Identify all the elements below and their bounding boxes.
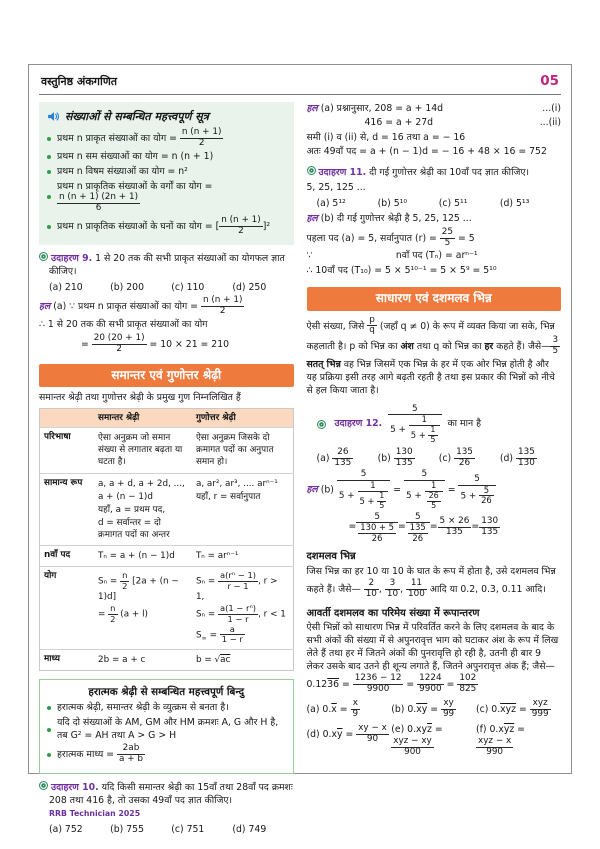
cell-ap: Tₙ = a + (n − 1)d	[94, 546, 192, 567]
formula-item: प्रथम n प्राकृतिक संख्याओं के घनों का योग = [ $\frac{n (n + 1)}{2}$ ]²	[47, 216, 286, 237]
series-comparison-table	[39, 408, 294, 671]
formula-item: प्रथम n सम संख्याओं का योग = n (n + 1)	[47, 151, 286, 164]
example-icon	[39, 781, 48, 790]
example-10	[39, 781, 294, 836]
formula-item: प्रथम n प्राकृतिक संख्याओं के वर्गों का योग = $\frac{n (n + 1) (2n + 1)}{6}$	[47, 181, 286, 215]
option-d: (d) 749	[232, 823, 267, 835]
row-label: परिभाषा	[40, 428, 95, 473]
page-title: वस्तुनिष्ठ अंकगणित	[41, 75, 118, 88]
solution-label: हल	[306, 212, 318, 224]
cell-ap: a, a + d, a + 2d, ..., a + (n − 1)d यहाँ, a = प्रथम पद, d = सर्वान्तर = दो क्रमागत पदों का अन्तर	[94, 473, 192, 546]
option-a: (a) $\frac{26}{135}$	[316, 446, 352, 468]
harmonic-point: हरात्मक माध्य = $\frac{2ab}{a + b}$	[47, 744, 286, 765]
harmonic-point: हरात्मक श्रेढ़ी, समान्तर श्रेढ़ी के व्युत्क्रम से बनता है।	[47, 702, 286, 715]
cell-ap: ऐसा अनुक्रम जो समान संख्या से लगातार बढ़ता या घटता है।	[94, 428, 192, 473]
option-b: (b) 200	[110, 281, 144, 293]
option-c: (c) 5¹¹	[438, 197, 468, 209]
example-question: 1 से 20 तक की सभी प्राकृत संख्याओं का योगफल ज्ञात कीजिए।	[49, 252, 285, 277]
option-a: (a) 5¹²	[316, 197, 346, 209]
sequence-text: 5, 25, 125 ...	[306, 182, 366, 194]
solution-line: ∴ 1 से 20 तक की सभी प्राकृत संख्याओं का योग	[39, 319, 208, 331]
page-number: 05	[540, 73, 559, 89]
example-12	[307, 405, 562, 544]
bullet-icon	[47, 225, 51, 229]
solution-line: = $\frac{5}{\frac{130 + 5}{26}}$ = $\frac{5}{\frac{135}{26}}$ = $\frac{5 \times 26}{135}$ = $\frac{130}{135}$	[348, 511, 499, 543]
solution-line: (a) प्रश्नानुसार, 208 = a + 14d	[320, 103, 444, 114]
options-row	[49, 282, 294, 295]
formula-item: प्रथम n प्राकृत संख्याओं का योग = $\frac{n (n + 1)}{2}$	[47, 128, 286, 149]
bullet-icon	[47, 155, 51, 159]
bullet-icon	[47, 137, 51, 141]
bullet-icon	[47, 195, 51, 199]
solution-line: 416 = a + 27d	[364, 116, 434, 128]
recurring-rules	[307, 697, 562, 759]
bullet-icon	[47, 753, 51, 757]
recurring-heading: आवर्ती दशमलव का परिमेय संख्या में रूपान्तरण	[306, 607, 480, 619]
table-row	[40, 473, 294, 546]
decimal-heading: दशमलव भिन्न	[306, 551, 356, 563]
solution-label: हल	[39, 301, 51, 313]
harmonic-points-box	[39, 679, 294, 774]
solution-line: (b) 5 5 + 1 5 + $\frac{1}{5}$ = 5 5 + $\frac{1}{\frac{26}{5}}$ = 5 5 + $\frac{5}{26}$	[321, 470, 496, 510]
left-column	[39, 102, 294, 839]
option-c: (c) 751	[171, 823, 205, 835]
fraction-definition-para: ऐसी संख्या, जिसे $\frac{p}{q}$ (जहाँ q ≠ 0) के रूप में व्यक्त किया जा सके, भिन्न कहलाती है। p को भिन्न का अंश तथा q को भिन्न का हर कहते हैं। जैसे— $\frac{3}{5}$	[306, 314, 559, 357]
solution-line: nवाँ पद (Tₙ) = arⁿ⁻¹	[395, 250, 478, 262]
example-11	[307, 166, 562, 278]
table-header-ap: समान्तर श्रेढ़ी	[94, 409, 192, 428]
bullet-icon	[47, 170, 51, 174]
right-column	[307, 102, 562, 839]
options-row	[49, 824, 294, 837]
solution-10	[307, 103, 562, 159]
example-9	[39, 252, 294, 355]
example-label: उदाहरण 11.	[318, 167, 367, 179]
section-heading-apgp: समान्तर एवं गुणोत्तर श्रेढ़ी	[39, 364, 294, 388]
bullet-icon	[47, 728, 51, 732]
formula-box-header	[47, 109, 286, 124]
table-row	[40, 428, 294, 473]
option-a: (a) 752	[49, 823, 83, 835]
speaker-icon	[47, 110, 60, 123]
formula-box	[39, 102, 294, 245]
example-icon	[307, 166, 316, 175]
cell-gp: b = √ac	[192, 649, 293, 670]
solution-line: अतः 49वाँ पद = a + (n − 1)d = − 16 + 48 × 16 = 752	[306, 146, 547, 158]
example-label: उदाहरण 12.	[334, 418, 383, 430]
option-c: (c) $\frac{135}{26}$	[438, 446, 473, 468]
cell-ap: 2b = a + c	[94, 649, 192, 670]
recurring-rule-f: (f) $0.x\overline{yz}$ = $\frac{\text{xyz − x}}{990}$	[475, 724, 525, 757]
table-row	[40, 649, 294, 670]
therefore-symbol: ∵	[306, 250, 313, 262]
option-c: (c) 110	[171, 281, 205, 293]
table-row	[40, 567, 294, 649]
option-b: (b) $\frac{130}{135}$	[377, 446, 413, 468]
solution-line: ∴ 10वाँ पद (T₁₀) = 5 × 5¹⁰⁻¹ = 5 × 5⁹ = 5¹⁰	[306, 265, 497, 277]
formula-box-title: संख्याओं से सम्बन्धित महत्त्वपूर्ण सूत्र	[65, 110, 209, 123]
harmonic-point: यदि दो संख्याओं के AM, GM और HM क्रमशः A, G और H है, तब G² = AH तथा A > G > H	[47, 717, 286, 743]
solution-line: पहला पद (a) = 5, सर्वानुपात (r) = $\frac{25}{5}$ = 5	[306, 226, 475, 248]
option-d: (d) $\frac{135}{130}$	[499, 446, 535, 468]
row-label: nवाँ पद	[40, 546, 95, 567]
recurring-rule-d: (d) $0.x\overline{y}$ = $\frac{xy - x}{90}$	[306, 723, 387, 745]
decimal-para: जिस भिन्न का हर 10 या 10 के घात के रूप में होता है, उसे दशमलव भिन्न कहते हैं। जैसे— $\frac{2}{10}$ , $\frac{3}{10}$ , $\frac{11}{100}$ आदि या 0.2, 0.3, 0.11 आदि।	[306, 565, 556, 599]
recurring-rule-e: (e) $0.xy\overline{z}$ = $\frac{\text{xyz − xy}}{900}$	[391, 724, 443, 757]
formula-item: प्रथम n विषम संख्याओं का योग = n²	[47, 166, 286, 179]
cell-gp: ऐसा अनुक्रम जिसके दो क्रमागत पदों का अनुपात समान हो।	[192, 428, 293, 473]
row-label: सामान्य रूप	[40, 473, 95, 546]
expression-tail: का मान है	[447, 418, 482, 430]
continued-fraction-expression: 5 5 + 1 5 + $\frac{1}{5}$	[388, 405, 441, 445]
option-b: (b) 755	[110, 823, 144, 835]
bullet-icon	[47, 706, 51, 710]
options-row	[317, 198, 562, 211]
row-label: माध्य	[40, 649, 95, 670]
cell-ap: Sₙ = $\frac{n}{2}$ [2a + (n − 1)d] = $\frac{n}{2}$ (a + l)	[94, 567, 192, 649]
exam-tag: RRB Technician 2025	[49, 808, 141, 818]
table-header-gp: गुणोत्तर श्रेढ़ी	[192, 409, 293, 428]
recurring-rule-c: (c) $0.\overline{xyz}$ = $\frac{\text{xyz}}{999}$	[475, 698, 549, 720]
recurring-rule-b: (b) $0.\overline{xy}$ = $\frac{xy}{99}$	[391, 698, 455, 720]
recurring-rule-a: (a) $0.\overline{x}$ = $\frac{x}{9}$	[306, 698, 359, 720]
continued-fraction-para: सतत् भिन्न वह भिन्न जिसमें एक भिन्न के हर में एक ओर भिन्न होती है और यह प्रक्रिया इसी तरह आगे बढ़ती रहती है तथा इस प्रकार की भिन्नों को नीचे से हल किया जाता है।	[306, 359, 555, 396]
solution-line: = $\frac{20 (20 + 1)}{2}$ = 10 × 21 = 210	[81, 332, 230, 354]
cell-gp: Tₙ = arⁿ⁻¹	[192, 546, 293, 567]
example-icon	[317, 420, 326, 429]
example-question: यदि किसी समान्तर श्रेढ़ी का 15वाँ तथा 28वाँ पद क्रमशः 208 तथा 416 है, तो उसका 49वाँ पद ज्ञात कीजिए।	[49, 782, 293, 807]
cell-gp: a, ar², ar³, .... arⁿ⁻¹ यहाँ, r = सर्वानुपात	[192, 473, 293, 546]
option-d: (d) 5¹³	[499, 197, 530, 209]
options-row	[317, 448, 562, 469]
row-label: योग	[40, 567, 95, 649]
equation-ref: ...(i)	[542, 103, 561, 114]
solution-line: (a) ∵ प्रथम n प्राकृत संख्याओं का योग = $\frac{n (n + 1)}{2}$	[53, 295, 243, 317]
example-label: उदाहरण 10.	[51, 782, 99, 794]
solution-label: हल	[306, 103, 318, 114]
equation-ref: ...(ii)	[539, 116, 561, 128]
harmonic-box-title: हरात्मक श्रेढ़ी से सम्बन्धित महत्त्वपूर्ण बिन्दु	[88, 685, 245, 698]
option-a: (a) 210	[49, 281, 83, 293]
option-d: (d) 250	[232, 281, 267, 293]
page-header	[39, 72, 561, 95]
example-question: दी गई गुणोत्तर श्रेढ़ी का 10वाँ पद ज्ञात कीजिए।	[369, 167, 530, 179]
formula-list	[47, 128, 286, 237]
section-heading-fraction: साधारण एवं दशमलव भिन्न	[307, 287, 562, 311]
example-label: उदाहरण 9.	[51, 252, 93, 264]
recurring-para: ऐसी भिन्नों को साधारण भिन्न में परिवर्तित करने के लिए दशमलव के बाद के सभी अंकों की संख्या में से अपुनरावृत्त भाग को घटाकर अंश के रूप में लिख लेते हैं तथा हर में जितने अंकों की पुनरावृत्ति हो रही है, उतनी ही बार 9 लेकर उसके बाद उतने ही शून्य लगाते हैं, जितने अपुनरावृत्त अंक हैं; जैसे—0.1236 = $\frac{1236 - 12}{9900}$ = $\frac{1224}{9900}$ = $\frac{102}{825}$	[306, 622, 559, 694]
table-row	[40, 546, 294, 567]
option-b: (b) 5¹⁰	[377, 197, 408, 209]
cell-gp: Sₙ = $\frac{\text{a(rⁿ − 1)}}{r - 1}$ , r > 1, Sₙ = $\frac{\text{a(1 − rⁿ)}}{1 - r}$ , r < 1 $S_\infty$ = $\frac{a}{1 - r}$	[192, 567, 293, 649]
solution-label: हल	[306, 484, 318, 496]
solution-line: (b) दी गई गुणोत्तर श्रेढ़ी है 5, 25, 125 ...	[320, 212, 472, 224]
solution-line: समी (i) व (ii) से, d = 16 तथा a = − 16	[306, 131, 466, 143]
page-sheet	[28, 64, 572, 835]
table-header-row	[40, 409, 294, 428]
table-header-blank	[40, 409, 95, 428]
example-icon	[39, 252, 48, 261]
section-intro: समान्तर श्रेढ़ी तथा गुणोत्तर श्रेढ़ी के प्रमुख गुण निम्नलिखित हैं	[39, 392, 241, 404]
